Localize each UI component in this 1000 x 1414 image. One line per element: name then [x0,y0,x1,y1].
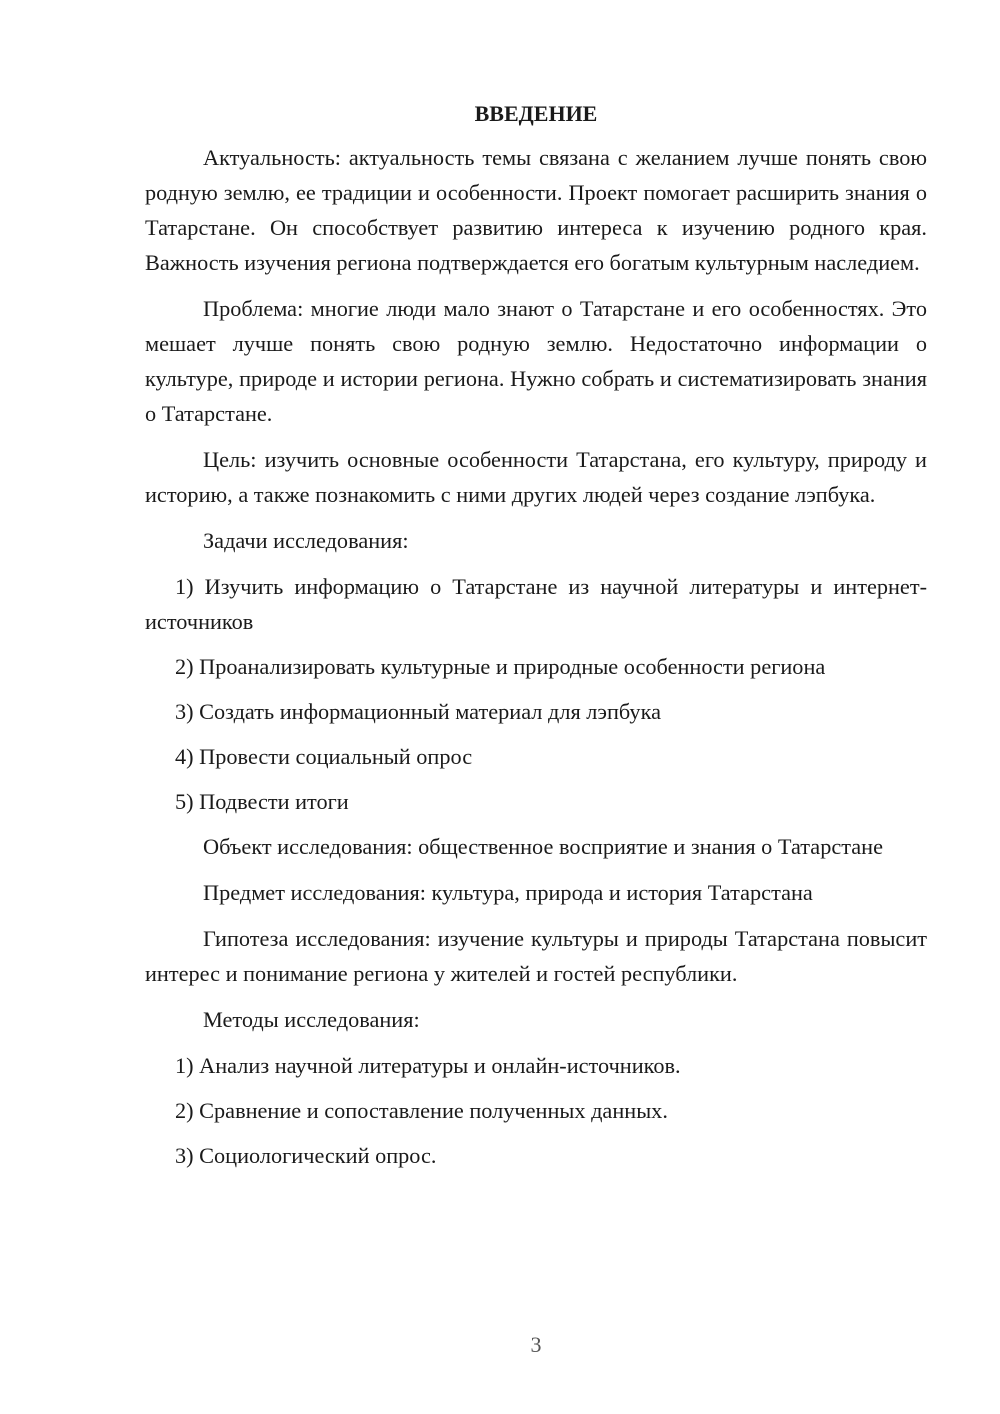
list-item: 3) Социологический опрос. [175,1143,437,1168]
page-number: 3 [530,1332,542,1357]
section-title: ВВЕДЕНИЕ [474,101,598,126]
subject-paragraph: Предмет исследования: культура, природа и история Татарстана [203,880,813,905]
list-item: 4) Провести социальный опрос [175,744,473,769]
tasks-heading: Задачи исследования: [203,528,409,553]
document-page [145,96,927,1183]
hypothesis-paragraph: Гипотеза исследования: изучение культуры и природы Татарстана повысит интерес и понимание региона у жителей и гостей республики. [145,926,927,986]
list-item: 3) Создать информационный материал для лэпбука [175,699,661,724]
methods-heading: Методы исследования: [203,1007,420,1032]
list-item: 1) Изучить информацию о Татарстане из научной литературы и интернет-источников [145,574,927,634]
relevance-paragraph: Актуальность: актуальность темы связана с желанием лучше понять свою родную землю, ее традиции и особенности. Проект помогает расширить знания о Татарстане. Он способствует развитию интереса к изучению родного края. Важность изучения региона подтверждается его богатым культурным наследием. [145,145,927,275]
tasks-list [145,569,927,819]
list-item: 2) Сравнение и сопоставление полученных данных. [175,1098,668,1123]
object-paragraph: Объект исследования: общественное восприятие и знания о Татарстане [203,834,883,859]
list-item: 1) Анализ научной литературы и онлайн-источников. [175,1053,681,1078]
list-item: 2) Проанализировать культурные и природные особенности региона [175,654,826,679]
problem-paragraph: Проблема: многие люди мало знают о Татарстане и его особенностях. Это мешает лучше понять свою родную землю. Недостаточно информации о культуре, природе и истории региона. Нужно собрать и систематизировать знания о Татарстане. [145,296,927,426]
methods-list [145,1048,927,1173]
list-item: 5) Подвести итоги [175,789,349,814]
goal-paragraph: Цель: изучить основные особенности Татарстана, его культуру, природу и историю, а также познакомить с ними других людей через создание лэпбука. [145,447,927,507]
